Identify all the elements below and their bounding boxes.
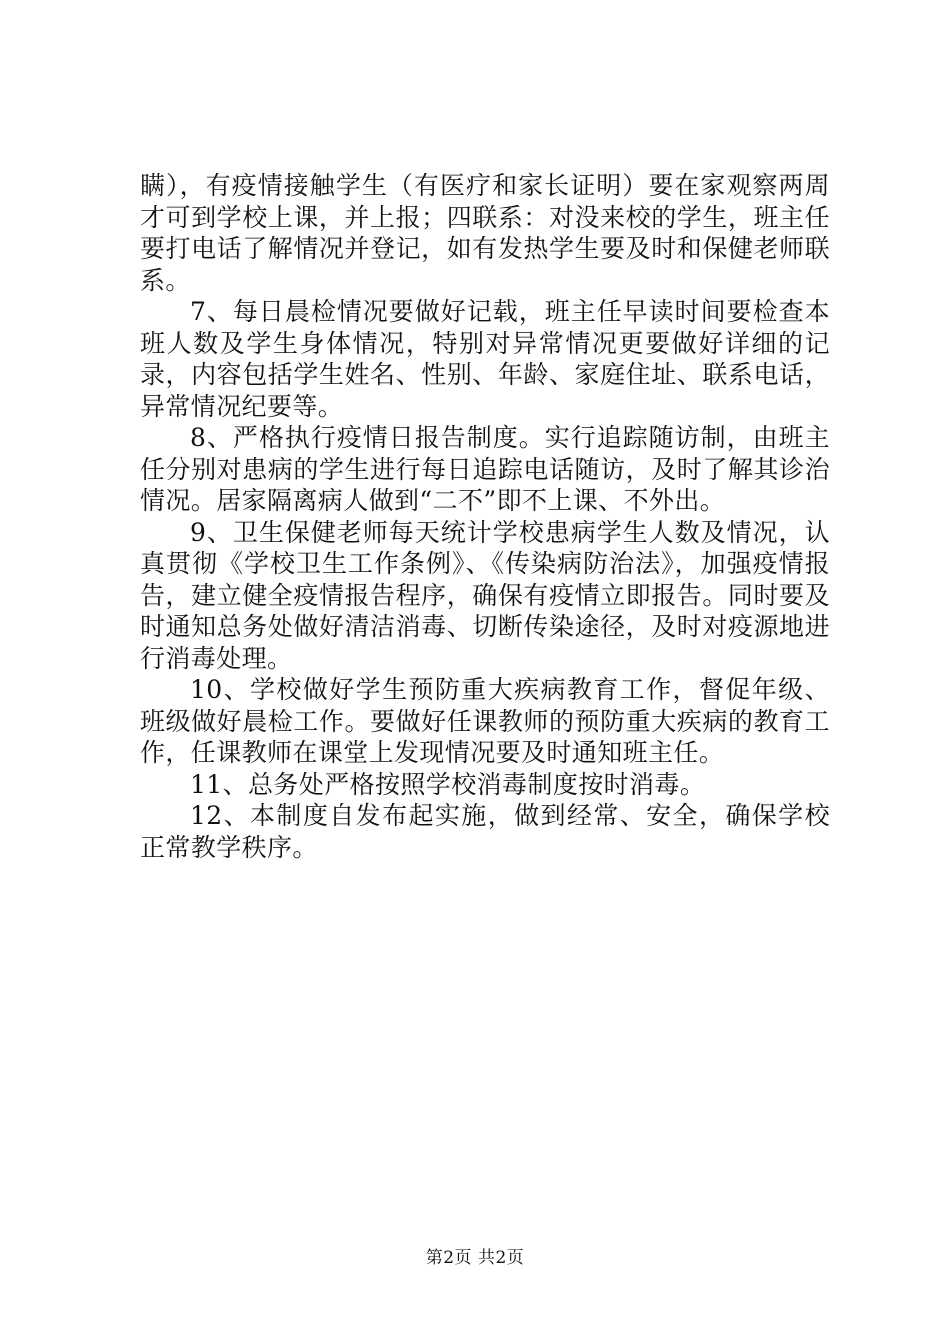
paragraph-item-11: 11、总务处严格按照学校消毒制度按时消毒。: [190, 769, 706, 799]
paragraph-item-10: 10、学校做好学生预防重大疾病教育工作，督促年级、班级做好晨检工作。要做好任课教师的预防重大疾病的教育工作，任课教师在课堂上发现情况要及时通知班主任。: [140, 675, 830, 767]
paragraph-item-7: 7、每日晨检情况要做好记载，班主任早读时间要检查本班人数及学生身体情况，特别对异常情况更要做好详细的记录，内容包括学生姓名、性别、年龄、家庭住址、联系电话，异常情况纪要等。: [140, 297, 830, 421]
paragraph-item-9: 9、卫生保健老师每天统计学校患病学生人数及情况，认真贯彻《学校卫生工作条例》、《传染病防治法》，加强疫情报告，建立健全疫情报告程序，确保有疫情立即报告。同时要及时通知总务处做好清洁消毒、切断传染途径，及时对疫源地进行消毒处理。: [140, 517, 830, 673]
page-number-footer: 第2页 共2页: [425, 1248, 525, 1268]
document-body: [140, 170, 830, 863]
paragraph-continuation: 瞒），有疫情接触学生（有医疗和家长证明）要在家观察两周才可到学校上课，并上报；四联系：对没来校的学生，班主任要打电话了解情况并登记，如有发热学生要及时和保健老师联系。: [140, 171, 830, 295]
paragraph-item-12: 12、本制度自发布起实施，做到经常、安全，确保学校正常教学秩序。: [140, 801, 830, 862]
paragraph-item-8: 8、严格执行疫情日报告制度。实行追踪随访制，由班主任分别对患病的学生进行每日追踪电话随访，及时了解其诊治情况。居家隔离病人做到“二不”即不上课、不外出。: [140, 423, 830, 515]
